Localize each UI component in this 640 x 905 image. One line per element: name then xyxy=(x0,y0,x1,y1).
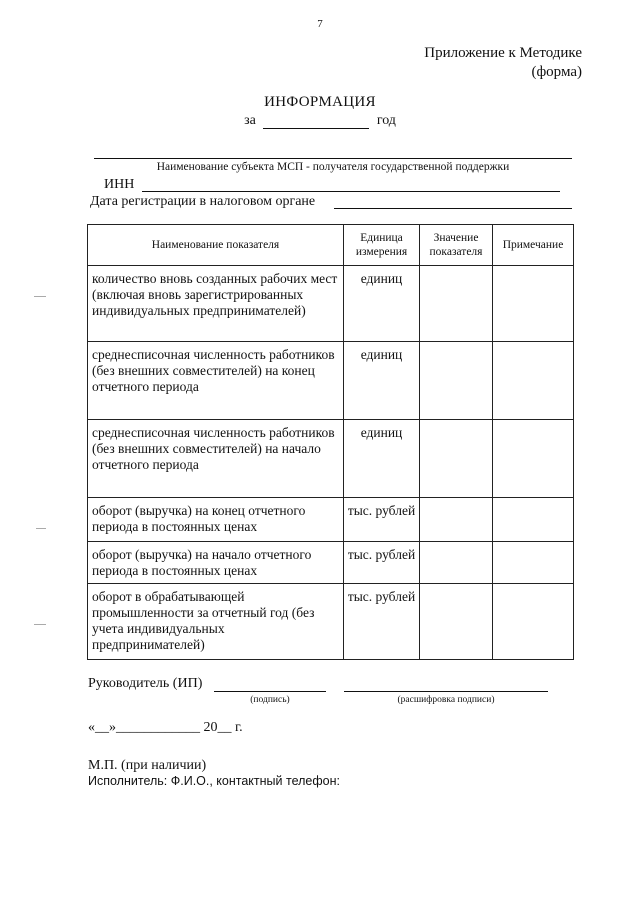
unit-cell: тыс. рублей xyxy=(344,584,420,660)
note-cell[interactable] xyxy=(493,498,574,542)
indicator-cell: оборот (выручка) на конец отчетного периода в постоянных ценах xyxy=(88,498,344,542)
signature-caption: (подпись) xyxy=(250,695,290,705)
indicators-table xyxy=(87,224,574,660)
unit-cell: единиц xyxy=(344,342,420,420)
header-unit: Единица измерения xyxy=(344,225,420,266)
margin-scan-mark xyxy=(34,624,46,625)
value-cell[interactable] xyxy=(420,584,493,660)
inn-label: ИНН xyxy=(104,177,135,192)
executor-line: Исполнитель: Ф.И.О., контактный телефон: xyxy=(88,774,340,788)
value-cell[interactable] xyxy=(420,542,493,584)
indicator-cell: количество вновь созданных рабочих мест (включая вновь зарегистрированных индивидуальных предпринимателей) xyxy=(88,266,344,342)
table-row xyxy=(88,266,574,342)
registration-date-field[interactable] xyxy=(334,208,572,209)
indicator-cell: оборот (выручка) на начало отчетного периода в постоянных ценах xyxy=(88,542,344,584)
document-title: ИНФОРМАЦИЯ xyxy=(264,94,376,110)
note-cell[interactable] xyxy=(493,584,574,660)
margin-scan-mark xyxy=(36,528,46,529)
unit-cell: единиц xyxy=(344,266,420,342)
appendix-note xyxy=(424,44,582,82)
appendix-line-2: (форма) xyxy=(531,64,582,80)
signature-decode-caption: (расшифровка подписи) xyxy=(397,695,495,705)
indicator-cell: среднесписочная численность работников (без внешних совместителей) на начало отчетного периода xyxy=(88,420,344,498)
note-cell[interactable] xyxy=(493,266,574,342)
margin-scan-mark xyxy=(34,296,46,297)
unit-cell: тыс. рублей xyxy=(344,498,420,542)
note-cell[interactable] xyxy=(493,342,574,420)
stamp-note: М.П. (при наличии) xyxy=(88,758,207,773)
period-year-field[interactable] xyxy=(263,115,369,129)
registration-date-label: Дата регистрации в налоговом органе xyxy=(90,194,316,209)
value-cell[interactable] xyxy=(420,420,493,498)
header-note: Примечание xyxy=(493,225,574,266)
unit-cell: тыс. рублей xyxy=(344,542,420,584)
subject-name-caption: Наименование субъекта МСП - получателя государственной поддержки xyxy=(156,161,510,173)
note-cell[interactable] xyxy=(493,420,574,498)
appendix-line-1: Приложение к Методике xyxy=(424,45,582,61)
page-number: 7 xyxy=(317,18,323,30)
period-prefix: за xyxy=(244,113,256,128)
indicator-cell: среднесписочная численность работников (без внешних совместителей) на конец отчетного периода xyxy=(88,342,344,420)
signature-decode-field[interactable] xyxy=(344,691,548,692)
table-header-row xyxy=(88,225,574,266)
unit-cell: единиц xyxy=(344,420,420,498)
value-cell[interactable] xyxy=(420,266,493,342)
table-row xyxy=(88,542,574,584)
table-row xyxy=(88,342,574,420)
header-value: Значение показателя xyxy=(420,225,493,266)
indicator-cell: оборот в обрабатывающей промышленности за отчетный год (без учета индивидуальных предпринимателей) xyxy=(88,584,344,660)
signature-date-line: «__»____________ 20__ г. xyxy=(88,720,243,735)
table-row xyxy=(88,420,574,498)
value-cell[interactable] xyxy=(420,498,493,542)
period-suffix: год xyxy=(376,113,396,128)
note-cell[interactable] xyxy=(493,542,574,584)
head-label: Руководитель (ИП) xyxy=(88,676,203,691)
value-cell[interactable] xyxy=(420,342,493,420)
signature-field[interactable] xyxy=(214,691,326,692)
header-indicator: Наименование показателя xyxy=(88,225,344,266)
table-row xyxy=(88,498,574,542)
period-row xyxy=(0,113,640,129)
subject-name-field[interactable] xyxy=(94,158,572,159)
table-row xyxy=(88,584,574,660)
inn-field[interactable] xyxy=(142,191,560,192)
